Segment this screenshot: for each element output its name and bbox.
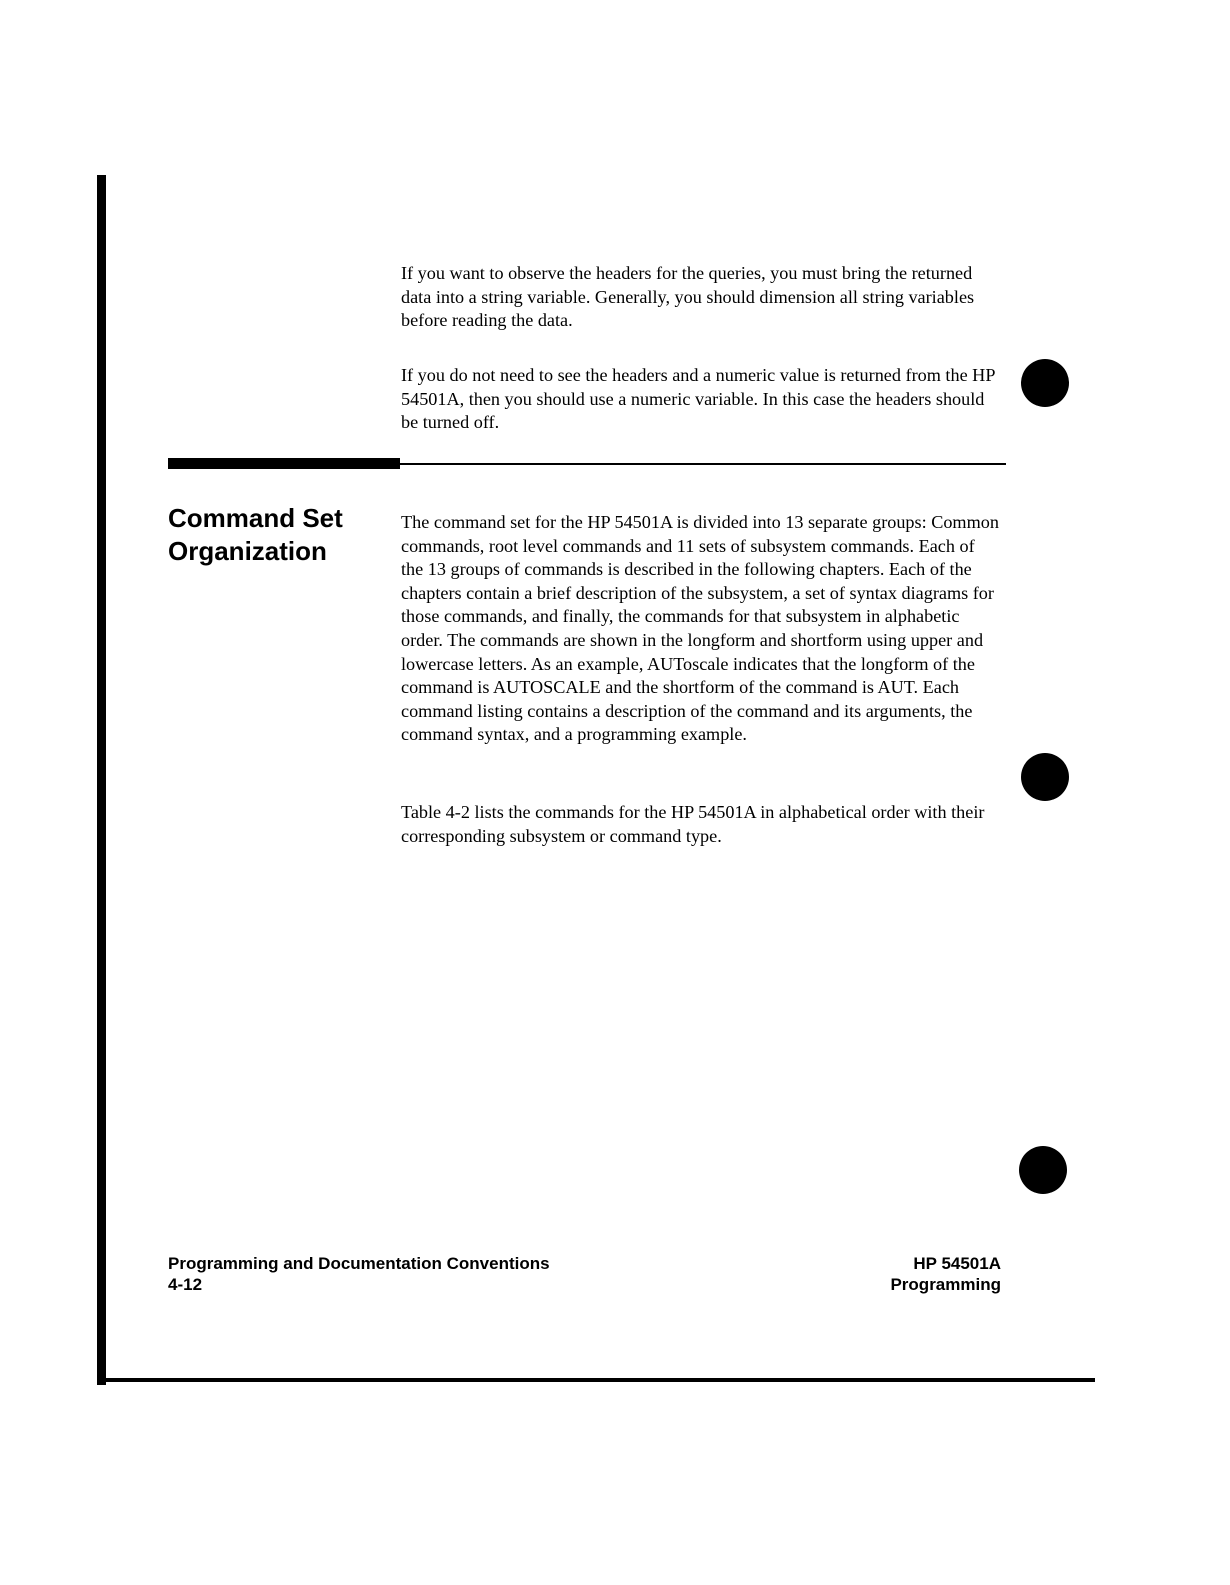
footer-left <box>168 1253 550 1295</box>
paragraph-headers-string: If you want to observe the headers for the queries, you must bring the returned data into a string variable. Generally, you should dimension all string variables before reading the data. <box>401 263 975 331</box>
footer-product: HP 54501A <box>913 1254 1001 1273</box>
footer-chapter-title: Programming and Documentation Conventions <box>168 1254 550 1273</box>
paragraph-table-reference: Table 4-2 lists the commands for the HP 54501A in alphabetical order with their corresponding subsystem or command type. <box>401 802 985 846</box>
binder-hole-bottom <box>1019 1146 1067 1194</box>
binder-hole-top <box>1021 359 1069 407</box>
section-heading: Command Set Organization <box>168 503 343 566</box>
bottom-border-rule <box>97 1378 1095 1382</box>
left-margin-bar <box>97 175 106 1385</box>
footer-page-number: 4-12 <box>168 1275 203 1294</box>
paragraph-headers-numeric: If you do not need to see the headers and a numeric value is returned from the HP 54501A, then you should use a numeric variable. In this case the headers should be turned off. <box>401 365 995 433</box>
footer-manual: Programming <box>890 1275 1001 1294</box>
footer-right <box>890 1253 1001 1295</box>
section-divider-tab <box>168 458 400 469</box>
binder-hole-middle <box>1021 753 1069 801</box>
paragraph-command-set: The command set for the HP 54501A is divided into 13 separate groups: Common commands, root level commands and 11 sets of subsystem commands. Each of the 13 groups of commands is described in the following chapters. Each of the chapters contain a brief description of the subsystem, a set of syntax diagrams for those commands, and finally, the commands for that subsystem in alphabetic order. The commands are shown in the longform and shortform using upper and lowercase letters. As an example, AUToscale indicates that the longform of the command is AUTOSCALE and the shortform of the command is AUT. Each command listing contains a description of the command and its arguments, the command syntax, and a programming example. <box>401 512 999 745</box>
